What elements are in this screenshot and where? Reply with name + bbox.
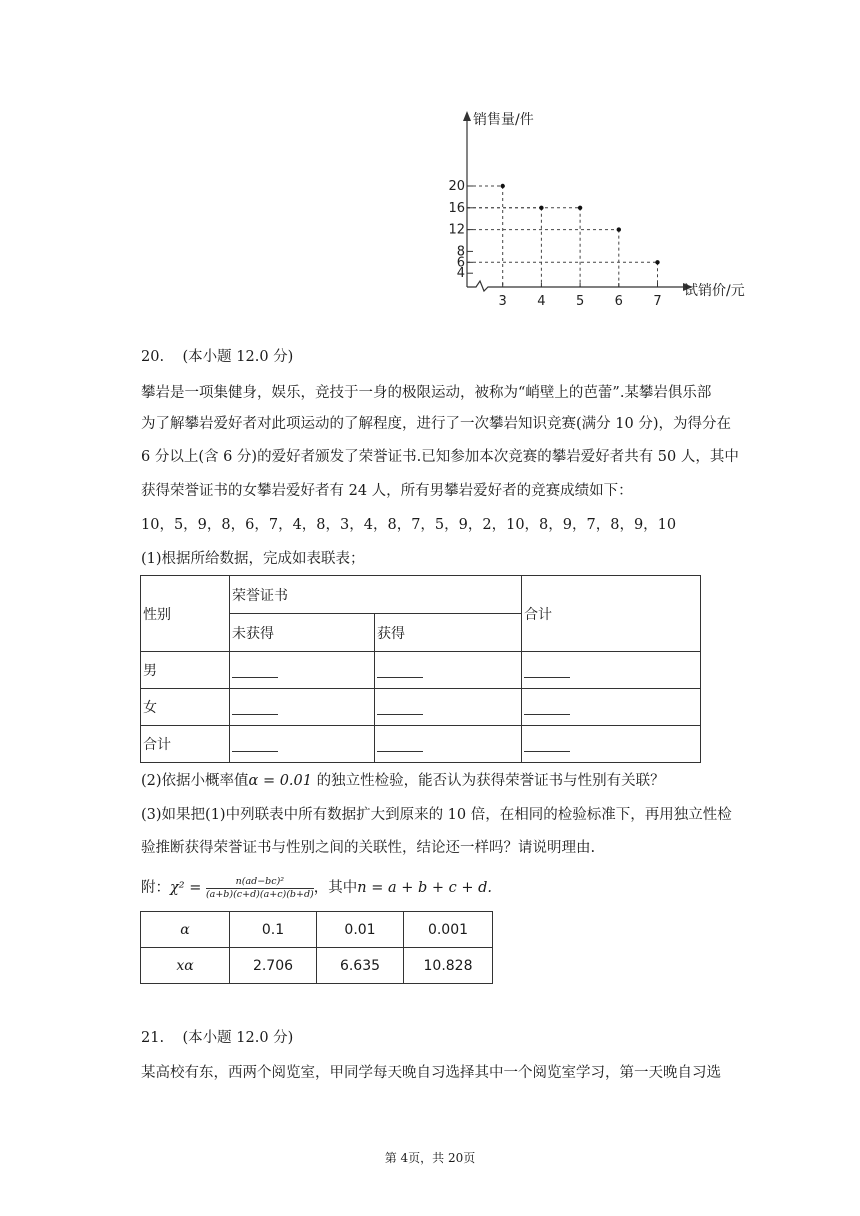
blank-cell bbox=[375, 726, 522, 763]
q20-para-line: 攀岩是一项集健身，娱乐，竞技于一身的极限运动，被称为“峭壁上的芭蕾”.某攀岩俱乐部 bbox=[141, 385, 712, 401]
header-not-obtained: 未获得 bbox=[230, 614, 375, 652]
blank-cell bbox=[375, 689, 522, 726]
q20-score: (本小题 12.0 分) bbox=[182, 349, 294, 365]
q20-scores: 10，5，9，8，6，7，4，8，3，4，8，7，5，9，2，10，8，9，7，8，9，10 bbox=[141, 517, 677, 533]
answer-blank bbox=[232, 737, 278, 752]
alpha-value: 0.1 bbox=[230, 912, 317, 948]
answer-blank bbox=[524, 700, 570, 715]
data-point bbox=[617, 227, 621, 231]
q21-number: 21. bbox=[141, 1030, 165, 1046]
x-tick-label: 3 bbox=[498, 294, 507, 309]
critical-value: 6.635 bbox=[317, 948, 404, 984]
critical-value: 10.828 bbox=[404, 948, 493, 984]
sales-chart bbox=[430, 95, 760, 310]
chi-square-fraction bbox=[206, 876, 314, 901]
q20-para-line: 为了解攀岩爱好者对此项运动的了解程度，进行了一次攀岩知识竞赛(满分 10 分)，为得分在 bbox=[141, 416, 731, 432]
answer-blank bbox=[377, 700, 423, 715]
blank-cell bbox=[375, 652, 522, 689]
x-alpha-label: xα bbox=[141, 948, 230, 984]
y-tick-label: 20 bbox=[448, 179, 465, 194]
part2-prefix: (2)依据小概率值 bbox=[141, 773, 249, 789]
x-tick-label: 5 bbox=[575, 294, 585, 309]
answer-blank bbox=[232, 700, 278, 715]
q20-para-line: 获得荣誉证书的女攀岩爱好者有 24 人，所有男攀岩爱好者的竞赛成绩如下： bbox=[141, 483, 633, 499]
alpha-value: 0.001 bbox=[404, 912, 493, 948]
alpha-value: 0.01 bbox=[317, 912, 404, 948]
blank-cell bbox=[230, 689, 375, 726]
appendix-prefix: 附： bbox=[141, 880, 170, 896]
x-tick-label: 6 bbox=[614, 294, 623, 309]
q20-number: 20. bbox=[141, 349, 165, 365]
data-point bbox=[501, 184, 505, 188]
formula-lhs: χ² = bbox=[170, 880, 202, 896]
chart-guides bbox=[467, 186, 658, 287]
row-label-total: 合计 bbox=[141, 726, 230, 763]
part2-math: α = 0.01 bbox=[248, 773, 312, 789]
alpha-label: α bbox=[141, 912, 230, 948]
header-cert: 荣誉证书 bbox=[230, 576, 522, 614]
page-footer: 第 4页，共 20页 bbox=[384, 1151, 476, 1165]
answer-blank bbox=[377, 663, 423, 678]
contingency-table bbox=[140, 575, 701, 763]
y-tick-label: 16 bbox=[448, 200, 465, 216]
fraction-numerator: n(ad−bc)² bbox=[206, 876, 314, 889]
blank-cell bbox=[230, 652, 375, 689]
q20-part2 bbox=[141, 771, 665, 791]
formula-n: n = a + b + c + d. bbox=[357, 880, 493, 896]
data-point bbox=[655, 260, 659, 264]
y-tick-label: 12 bbox=[448, 222, 465, 238]
q20-part3-line: (3)如果把(1)中列联表中所有数据扩大到原来的 10 倍，在相同的检验标准下，再用独立性检 bbox=[141, 807, 732, 823]
row-label-male: 男 bbox=[141, 652, 230, 689]
header-obtained: 获得 bbox=[375, 614, 522, 652]
q20-part1: (1)根据所给数据，完成如表联表； bbox=[141, 551, 365, 567]
q20-part3-line: 验推断获得荣誉证书与性别之间的关联性，结论还一样吗？请说明理由. bbox=[141, 840, 596, 856]
appendix-mid: ，其中 bbox=[313, 880, 358, 896]
x-tick-label: 7 bbox=[653, 294, 662, 309]
q21-header bbox=[141, 1028, 293, 1048]
x-tick-label: 4 bbox=[537, 294, 546, 309]
y-tick-label: 4 bbox=[456, 266, 465, 282]
y-axis-label: 销售量/件 bbox=[473, 112, 534, 128]
q20-para-line: 6 分以上(含 6 分)的爱好者颁发了荣誉证书.已知参加本次竞赛的攀岩爱好者共有 50 人，其中 bbox=[141, 449, 739, 465]
x-axis-label: 试销价/元 bbox=[684, 283, 745, 299]
critical-value: 2.706 bbox=[230, 948, 317, 984]
part2-suffix: 的独立性检验，能否认为获得荣誉证书与性别有关联？ bbox=[312, 773, 665, 789]
y-tick-label: 6 bbox=[456, 255, 465, 271]
x-axis bbox=[467, 281, 685, 291]
row-label-female: 女 bbox=[141, 689, 230, 726]
blank-cell bbox=[522, 652, 701, 689]
q20-appendix bbox=[141, 873, 492, 903]
answer-blank bbox=[377, 737, 423, 752]
q21-line: 某高校有东，西两个阅览室，甲同学每天晚自习选择其中一个阅览室学习，第一天晚自习选 bbox=[141, 1065, 721, 1081]
y-axis-arrow bbox=[463, 111, 471, 121]
blank-cell bbox=[522, 726, 701, 763]
header-gender: 性别 bbox=[141, 576, 230, 652]
answer-blank bbox=[232, 663, 278, 678]
chart-labels bbox=[448, 111, 744, 309]
q20-header bbox=[141, 347, 293, 367]
header-total: 合计 bbox=[522, 576, 701, 652]
data-point bbox=[539, 206, 543, 210]
answer-blank bbox=[524, 663, 570, 678]
data-point bbox=[578, 206, 582, 210]
fraction-denominator: (a+b)(c+d)(a+c)(b+d) bbox=[205, 888, 314, 900]
q21-score: (本小题 12.0 分) bbox=[182, 1030, 294, 1046]
critical-value-table bbox=[140, 911, 493, 984]
answer-blank bbox=[524, 737, 570, 752]
blank-cell bbox=[230, 726, 375, 763]
y-tick-label: 8 bbox=[456, 244, 465, 260]
blank-cell bbox=[522, 689, 701, 726]
